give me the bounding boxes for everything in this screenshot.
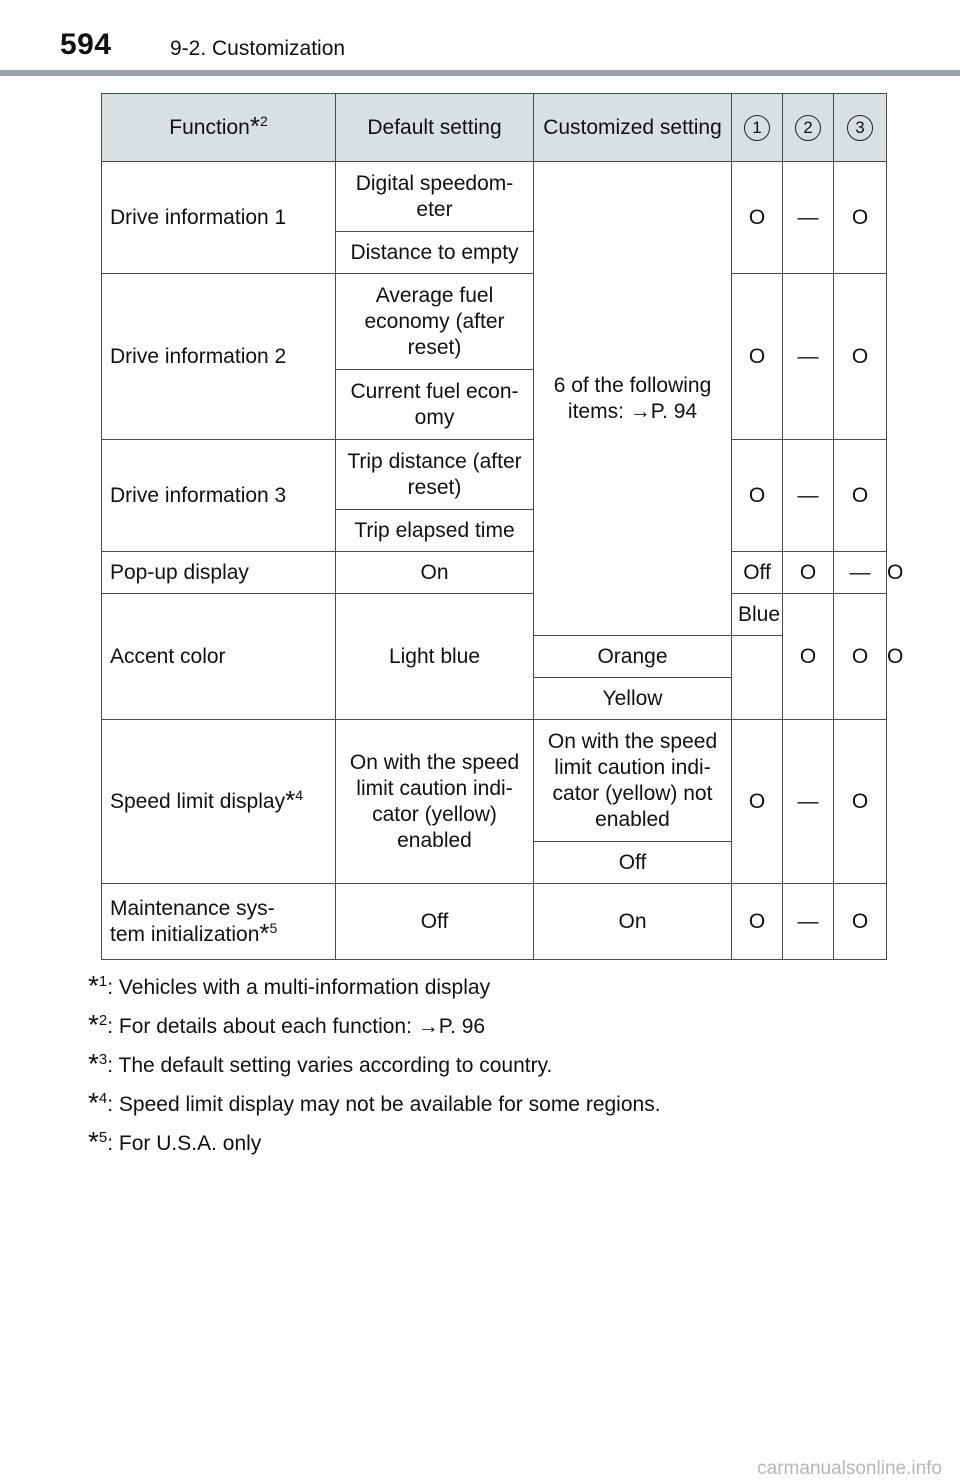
mark-col-2: — [783, 720, 834, 884]
header-col-3 [834, 94, 887, 162]
page-number: 594 [60, 28, 112, 61]
row-default: Distance to empty [336, 232, 534, 274]
page-header [0, 0, 960, 80]
mark-col-1: O [732, 162, 783, 274]
mark-col-1: O [783, 594, 834, 720]
table-row [102, 720, 887, 842]
mark-col-1: O [732, 720, 783, 884]
circled-1-icon: 1 [744, 115, 770, 141]
header-rule [0, 70, 960, 76]
row-default: On with the speed limit caution indi-cator (yellow) enabled [336, 720, 534, 884]
row-default: Light blue [336, 594, 534, 720]
footnote-3: *$^3$: The default setting varies according to country. [88, 1048, 553, 1080]
mark-col-3: O [834, 440, 887, 552]
mark-col-1: O [732, 440, 783, 552]
mark-col-2: O [834, 594, 887, 720]
header-default-setting: Default setting [336, 94, 534, 162]
row-function: Maintenance sys- tem initialization*$^5$ [102, 884, 336, 960]
header-customized-setting: Customized setting [534, 94, 732, 162]
table-header-row [102, 94, 887, 162]
row-customized: Off [732, 552, 783, 594]
footnote-5: *$^5$: For U.S.A. only [88, 1126, 262, 1158]
row-function: Accent color [102, 594, 336, 720]
mark-col-3: O [834, 884, 887, 960]
table-row [102, 440, 887, 510]
row-default: Trip elapsed time [336, 510, 534, 552]
row-customized: Orange [534, 636, 732, 678]
circled-2-icon: 2 [795, 115, 821, 141]
row-customized: Yellow [534, 678, 732, 720]
footnote-4: *$^4$: Speed limit display may not be available for some regions. [88, 1087, 661, 1119]
mark-col-2: — [783, 274, 834, 440]
row-customized: Blue [732, 594, 783, 636]
mark-col-2: — [834, 552, 887, 594]
row-function: Drive information 3 [102, 440, 336, 552]
mark-col-1: O [783, 552, 834, 594]
mark-col-1: O [732, 274, 783, 440]
mark-col-2: — [783, 884, 834, 960]
row-default: Off [336, 884, 534, 960]
mark-col-3: O [834, 720, 887, 884]
table-row: Accent color Light blue Blue O O O [102, 594, 887, 636]
row-function: Drive information 2 [102, 274, 336, 440]
shared-customized-setting: 6 of the following items: →P. 94 [534, 162, 732, 636]
customization-table [101, 93, 904, 960]
table-row [102, 274, 887, 370]
row-default: Digital speedom-eter [336, 162, 534, 232]
table-row [102, 162, 887, 232]
footnotes [88, 968, 888, 1163]
mark-col-2: — [783, 440, 834, 552]
table-row: Pop-up display On Off O — O [102, 552, 887, 594]
table-row [102, 884, 887, 960]
watermark: carmanualsonline.info [757, 1458, 942, 1479]
row-default: On [336, 552, 534, 594]
footnote-2: *$^2$: For details about each function: →P. 96 [88, 1009, 486, 1041]
row-default: Average fuel economy (after reset) [336, 274, 534, 370]
row-function: Drive information 1 [102, 162, 336, 274]
row-function: Pop-up display [102, 552, 336, 594]
mark-col-3: O [834, 162, 887, 274]
header-col-1 [732, 94, 783, 162]
circled-3-icon: 3 [847, 115, 873, 141]
footnote-1: *$^1$: Vehicles with a multi-information display [88, 970, 491, 1002]
mark-col-2: — [783, 162, 834, 274]
header-function: Function*$^2$ [102, 94, 336, 162]
row-function: Speed limit display*$^4$ [102, 720, 336, 884]
header-col-2 [783, 94, 834, 162]
section-title: 9-2. Customization [170, 37, 346, 60]
mark-col-1: O [732, 884, 783, 960]
row-customized: On [534, 884, 732, 960]
row-default: Current fuel econ-omy [336, 370, 534, 440]
row-customized: On with the speed limit caution indi-cator (yellow) not enabled [534, 720, 732, 842]
row-default: Trip distance (after reset) [336, 440, 534, 510]
mark-col-3: O [834, 274, 887, 440]
row-customized: Off [534, 842, 732, 884]
